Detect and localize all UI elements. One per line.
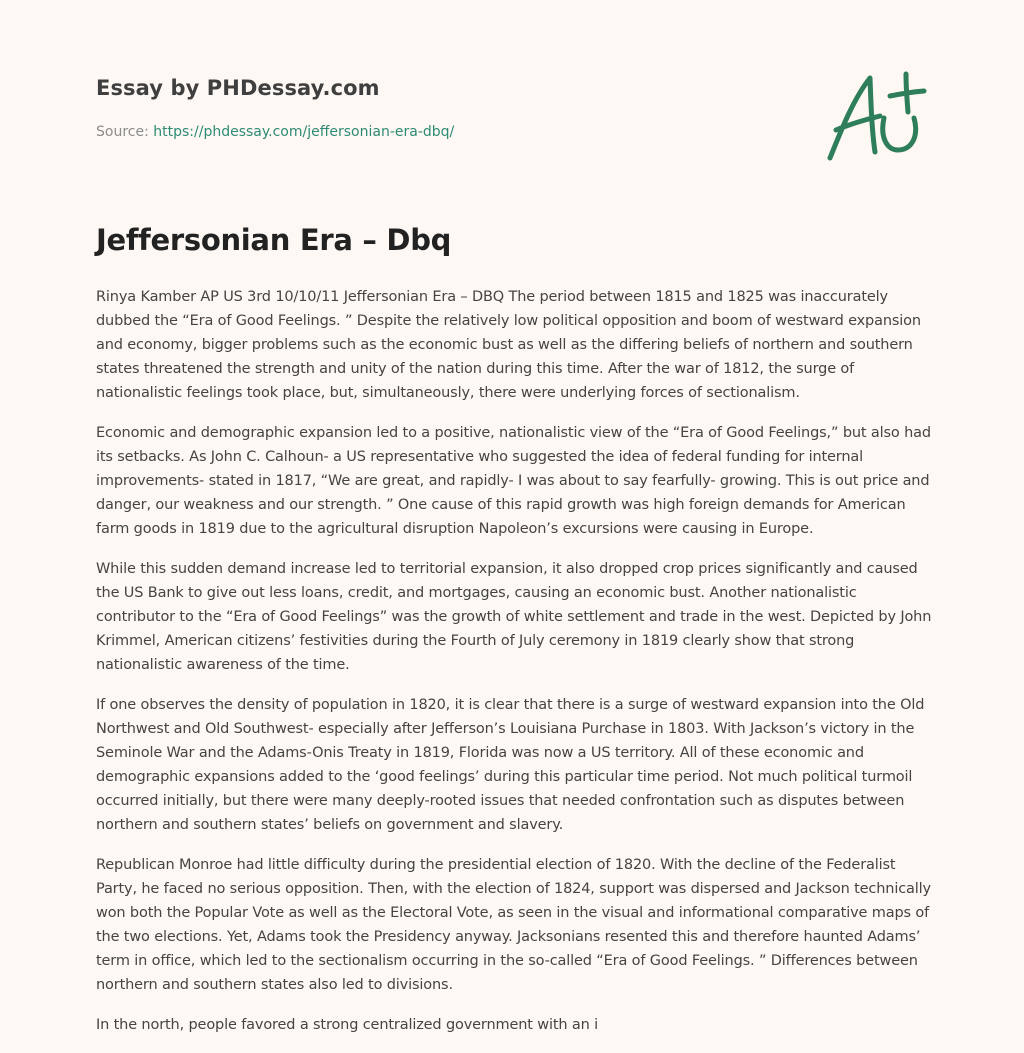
- paragraph: Rinya Kamber AP US 3rd 10/10/11 Jeffersonian Era – DBQ The period between 1815 and 1825 was inaccurately dubbed the “Era of Good Feelings. ” Despite the relatively low political opposition and boom of westward expansion and economy, bigger problems such as the economic bust as well as the differing beliefs of northern and southern states threatened the strength and unity of the nation during this time. After the war of 1812, the surge of nationalistic feelings took place, but, simultaneously, there were underlying forces of sectionalism.: [96, 289, 921, 401]
- source-link[interactable]: https://phdessay.com/jeffersonian-era-dbq/: [153, 124, 455, 140]
- article-title: Jeffersonian Era – Dbq: [96, 223, 452, 257]
- source-line: [96, 124, 796, 140]
- a-plus-grade-icon: [820, 66, 930, 166]
- page-header: [96, 76, 796, 140]
- paragraph: In the north, people favored a strong centralized government with an i: [96, 1017, 599, 1033]
- paragraph: Economic and demographic expansion led to a positive, nationalistic view of the “Era of Good Feelings,” but also had its setbacks. As John C. Calhoun- a US representative who suggested the idea of federal funding for internal improvements- stated in 1817, “We are great, and rapidly- I was about to say fearfully- growing. This is out price and danger, our weakness and our strength. ” One cause of this rapid growth was high foreign demands for American farm goods in 1819 due to the agricultural disruption Napoleon’s excursions were causing in Europe.: [96, 425, 931, 537]
- paragraph: While this sudden demand increase led to territorial expansion, it also dropped crop prices significantly and caused the US Bank to give out less loans, credit, and mortgages, causing an economic bust. Another nationalistic contributor to the “Era of Good Feelings” was the growth of white settlement and trade in the west. Depicted by John Krimmel, American citizens’ festivities during the Fourth of July ceremony in 1819 clearly show that strong nationalistic awareness of the time.: [96, 561, 932, 673]
- paragraph: If one observes the density of population in 1820, it is clear that there is a surge of westward expansion into the Old Northwest and Old Southwest- especially after Jefferson’s Louisiana Purchase in 1803. With Jackson’s victory in the Seminole War and the Adams-Onis Treaty in 1819, Florida was now a US territory. All of these economic and demographic expansions added to the ‘good feelings’ during this particular time period. Not much political turmoil occurred initially, but there were many deeply-rooted issues that needed confrontation such as disputes between northern and southern states’ beliefs on government and slavery.: [96, 697, 925, 833]
- paragraph: Republican Monroe had little difficulty during the presidential election of 1820. With the decline of the Federalist Party, he faced no serious opposition. Then, with the election of 1824, support was dispersed and Jackson technically won both the Popular Vote as well as the Electoral Vote, as seen in the visual and informational comparative maps of the two elections. Yet, Adams took the Presidency anyway. Jacksonians resented this and therefore haunted Adams’ term in office, which led to the sectionalism occurring in the so-called “Era of Good Feelings. ” Differences between northern and southern states also led to divisions.: [96, 857, 931, 993]
- source-label: Source:: [96, 124, 154, 140]
- article-body: [96, 285, 932, 1053]
- site-brand: Essay by PHDessay.com: [96, 76, 380, 100]
